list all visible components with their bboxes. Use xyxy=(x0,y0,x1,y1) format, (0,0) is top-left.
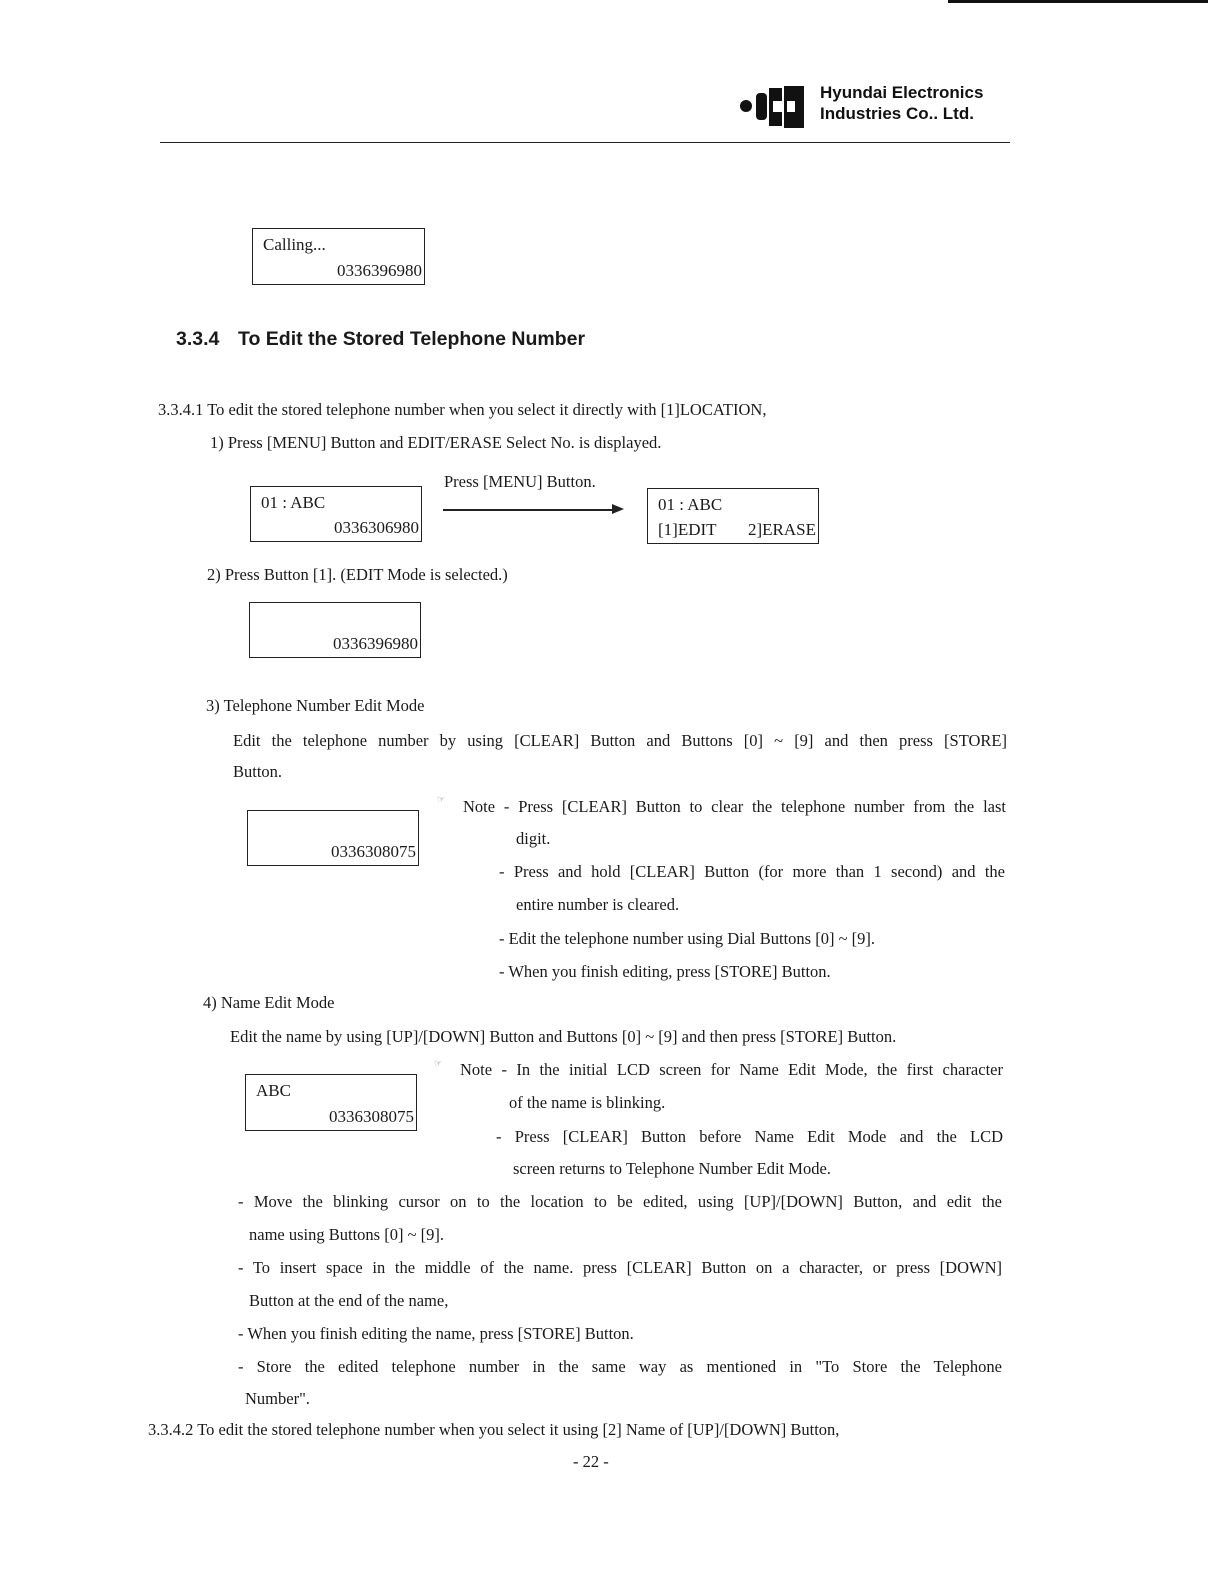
note-4-b-line2: screen returns to Telephone Number Edit Mode. xyxy=(513,1159,831,1178)
bullet-3: - When you finish editing the name, press [STORE] Button. xyxy=(238,1324,634,1343)
lcd-line2-right: 2]ERASE xyxy=(748,520,816,539)
arrow-line xyxy=(443,509,613,511)
note-3-d: - When you finish editing, press [STORE] Button. xyxy=(499,962,831,981)
lcd-line1: 01 : ABC xyxy=(658,495,723,514)
lcd-line1: 01 : ABC xyxy=(261,493,326,512)
note-4-a-line2: of the name is blinking. xyxy=(509,1093,666,1112)
subsection-2-intro: 3.3.4.2 To edit the stored telephone number when you select it using [2] Name of [UP]/[DOWN] Button, xyxy=(148,1420,840,1439)
lcd-calling xyxy=(252,228,425,285)
bullet-1-line2: name using Buttons [0] ~ [9]. xyxy=(249,1225,444,1244)
bullet-4-line1: - Store the edited telephone number in the same way as mentioned in "To Store the Telephone xyxy=(238,1357,1002,1376)
pointing-hand-icon: ☞ xyxy=(434,1058,443,1068)
page-number: - 22 - xyxy=(573,1452,609,1471)
lcd-line2: 0336396980 xyxy=(337,261,422,280)
lcd-line2: 0336396980 xyxy=(333,634,418,653)
section-heading xyxy=(176,328,585,351)
lcd-line2-left: [1]EDIT xyxy=(658,520,717,539)
header-rule xyxy=(160,142,1010,143)
step-3-body-line1: Edit the telephone number by using [CLEAR] Button and Buttons [0] ~ [9] and then press [STORE] xyxy=(233,731,1007,750)
pointing-hand-icon: ☞ xyxy=(437,794,446,804)
lcd-step1-before xyxy=(250,486,422,542)
note-3-c: - Edit the telephone number using Dial Buttons [0] ~ [9]. xyxy=(499,929,875,948)
arrow-label: Press [MENU] Button. xyxy=(444,472,596,491)
section-number: 3.3.4 xyxy=(176,328,220,350)
note-4-b-line1: - Press [CLEAR] Button before Name Edit Mode and the LCD xyxy=(496,1127,1003,1146)
step-4-body: Edit the name by using [UP]/[DOWN] Button and Buttons [0] ~ [9] and then press [STORE] Button. xyxy=(230,1027,897,1046)
step-3-title: 3) Telephone Number Edit Mode xyxy=(206,696,425,715)
step-3-body-line2: Button. xyxy=(233,762,283,781)
bullet-1-line1: - Move the blinking cursor on to the location to be edited, using [UP]/[DOWN] Button, and edit the xyxy=(238,1192,1002,1211)
section-title: To Edit the Stored Telephone Number xyxy=(238,328,586,350)
note-3-a-line1: Note - Press [CLEAR] Button to clear the telephone number from the last xyxy=(463,797,1006,816)
lcd-line1: Calling... xyxy=(263,235,326,254)
lcd-line1: ABC xyxy=(256,1081,291,1100)
lcd-step4 xyxy=(245,1074,417,1131)
subsection-1-intro: 3.3.4.1 To edit the stored telephone number when you select it directly with [1]LOCATION, xyxy=(158,400,767,419)
hyundai-logo-icon xyxy=(738,86,806,130)
lcd-line2: 0336308075 xyxy=(331,842,416,861)
step-2: 2) Press Button [1]. (EDIT Mode is selected.) xyxy=(207,565,508,584)
company-name-line2: Industries Co.. Ltd. xyxy=(820,104,974,123)
lcd-step2 xyxy=(249,602,421,658)
arrow-head-icon xyxy=(612,504,624,514)
note-3-b-line1: - Press and hold [CLEAR] Button (for more than 1 second) and the xyxy=(499,862,1005,881)
step-1: 1) Press [MENU] Button and EDIT/ERASE Select No. is displayed. xyxy=(210,433,662,452)
company-name-line1: Hyundai Electronics xyxy=(820,83,984,102)
note-4-a-line1: Note - In the initial LCD screen for Name Edit Mode, the first character xyxy=(460,1060,1003,1079)
bullet-2-line1: - To insert space in the middle of the name. press [CLEAR] Button on a character, or press [DOWN] xyxy=(238,1258,1002,1277)
note-3-a-line2: digit. xyxy=(516,829,551,848)
top-edge-bar xyxy=(948,0,1208,3)
lcd-line2: 0336306980 xyxy=(334,518,419,537)
bullet-2-line2: Button at the end of the name, xyxy=(249,1291,449,1310)
note-3-b-line2: entire number is cleared. xyxy=(516,895,680,914)
lcd-step3 xyxy=(247,810,419,866)
lcd-step1-after xyxy=(647,488,819,544)
lcd-line2: 0336308075 xyxy=(329,1107,414,1126)
bullet-4-line2: Number". xyxy=(245,1389,310,1408)
step-4-title: 4) Name Edit Mode xyxy=(203,993,335,1012)
company-name xyxy=(820,82,983,124)
